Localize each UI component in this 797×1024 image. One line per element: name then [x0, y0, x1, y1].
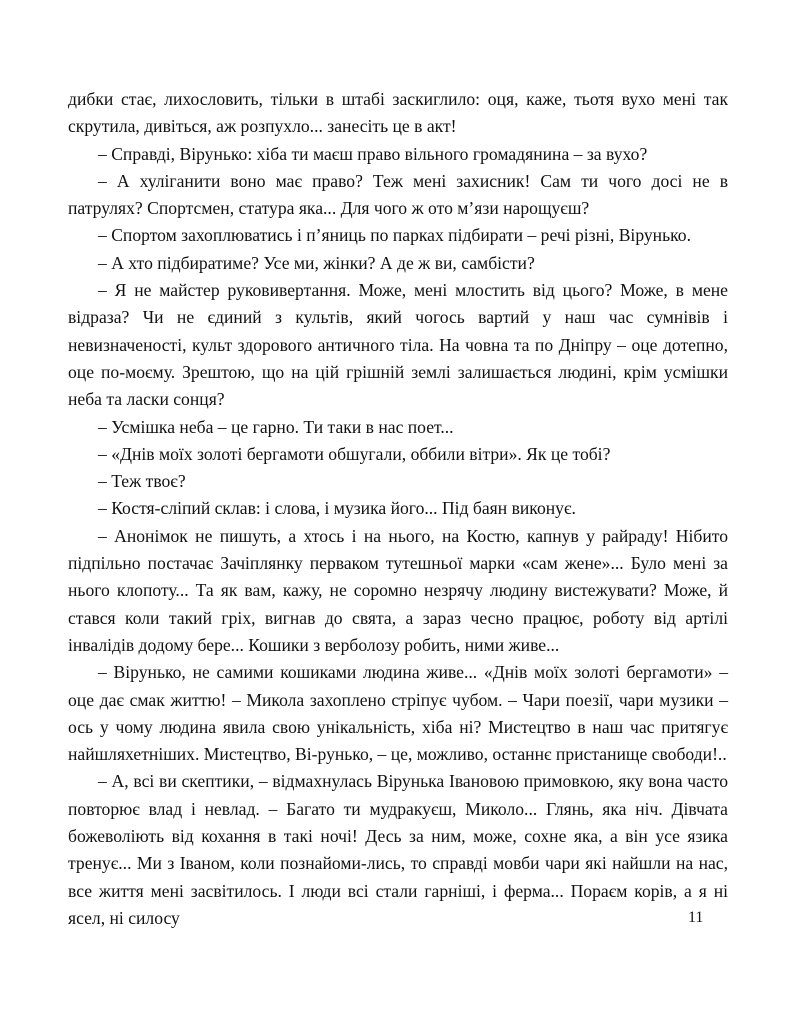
- paragraph: – А хуліганити воно має право? Теж мені захисник! Сам ти чого досі не в патрулях? Спортсмен, статура яка... Для чого ж ото м’язи нарощуєш?: [68, 170, 733, 219]
- paragraph: – А, всі ви скептики, – відмахнулась Вірунька Івановою примовкою, яку вона часто повторює влад і невлад. – Багато ти мудракуєш, Миколо... Глянь, яка ніч. Дівчата божеволіють від кохання в такі ночі! Десь за ним, може, сохне яка, а він усе язика тренує... Ми з Іваном, коли познайоми-лись, то справді мовби чари які найшли на нас, все життя мені засвітилось. І люди всі стали гарніші, і ферма... Пораєм корів, а я ні ясел, ні силосу: [68, 771, 733, 928]
- paragraph: – Вірунько, не самими кошиками людина живе... «Днів моїх золоті бергамоти» – оце дає смак життю! – Микола захоплено стріпує чубом. – Чари поезії, чари музики – ось у чому людина явила свою унікальність, хіба ні? Мистецтво в наш час притягує найшляхетніших. Мистецтво, Ві-рунько, – це, можливо, останнє пристанище свободи!..: [68, 662, 733, 765]
- paragraph: – Усмішка неба – це гарно. Ти таки в нас поет...: [98, 416, 454, 437]
- paragraph: – Я не майстер руковивертання. Може, мені млостить від цього? Може, в мене відраза? Чи не єдиний з культів, який чогось вартий у наш час сумнівів і невизначеності, культ здорового античного тіла. На човна та по Дніпру – оце дотепно, оце по-моєму. Зрештою, що на цій грішній землі залишається людині, крім усмішки неба та ласки сонця?: [68, 280, 733, 410]
- paragraph: дибки стає, лихословить, тільки в штабі заскиглило: оця, каже, тьотя вухо мені так скрутила, дивіться, аж розпухло... занесіть це в акт!: [68, 89, 733, 137]
- paragraph: – Теж твоє?: [98, 471, 186, 492]
- paragraph: – А хто підбиратиме? Усе ми, жінки? А де ж ви, самбісти?: [98, 252, 535, 273]
- paragraph: – Костя-сліпий склав: і слова, і музика його... Під баян виконує.: [98, 498, 576, 519]
- page-number: 11: [688, 909, 704, 926]
- page-text-block: [68, 86, 733, 932]
- paragraph: – Справді, Вірунько: хіба ти маєш право вільного громадянина – за вухо?: [98, 143, 648, 164]
- paragraph: – «Днів моїх золоті бергамоти обшугали, оббили вітри». Як це тобі?: [98, 443, 611, 464]
- paragraph: – Спортом захоплюватись і п’яниць по парках підбирати – речі різні, Вірунько.: [98, 225, 691, 246]
- paragraph: – Анонімок не пишуть, а хтось і на нього, на Костю, капнув у райраду! Нібито підпільно постачає Зачіплянку перваком тутешньої марки «сам жене»... Було мені за нього клопоту... Та як вам, кажу, не соромно незрячу людину вистежувати? Може, й стався коли такий гріх, вигнав до свята, а зараз чесно працює, роботу від артілі інвалідів додому бере... Кошики з верболозу робить, ними живе...: [68, 525, 733, 655]
